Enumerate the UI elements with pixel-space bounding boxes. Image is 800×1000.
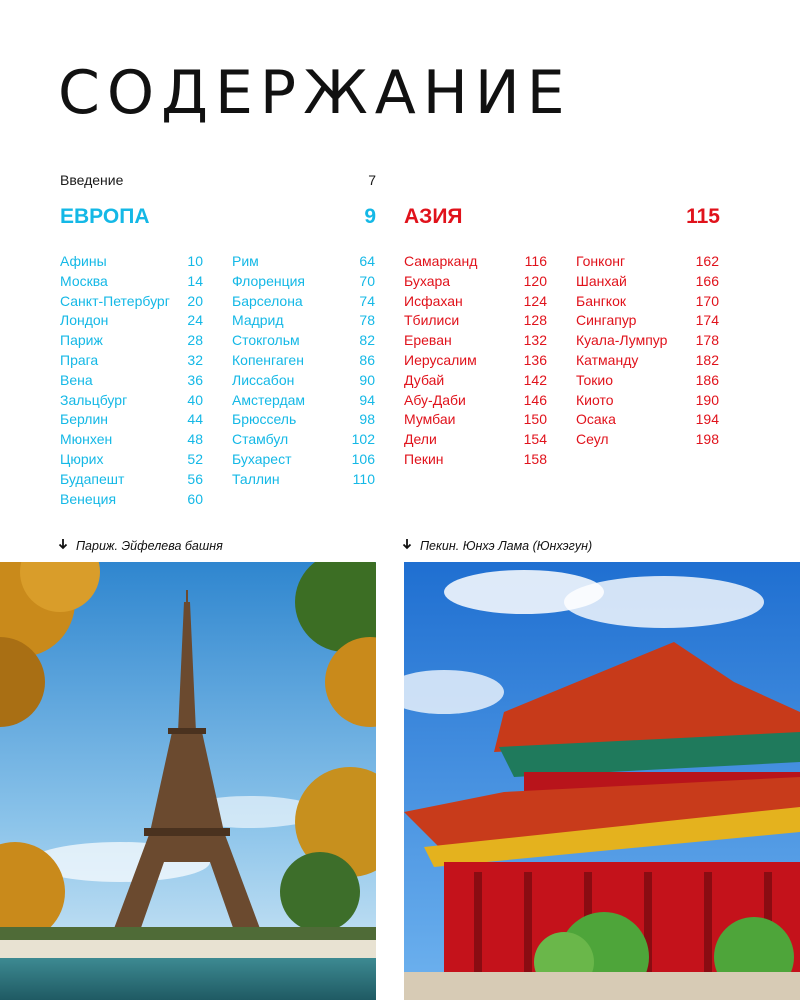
toc-entry-page: 116	[524, 253, 547, 269]
section-europe-heading[interactable]	[60, 205, 376, 235]
toc-entry-name: Рим	[232, 253, 259, 269]
toc-entry-page: 44	[187, 411, 203, 428]
toc-entry-name: Санкт-Петербург	[60, 292, 170, 309]
europe-column-2	[232, 252, 375, 490]
asia-column-1	[404, 252, 547, 470]
toc-entry-page: 128	[523, 312, 547, 329]
toc-entry-page: 64	[359, 253, 375, 269]
toc-entry-page: 178	[695, 332, 719, 349]
toc-entry-name: Флоренция	[232, 272, 306, 289]
toc-entry-name: Берлин	[60, 411, 109, 428]
europe-toc-item[interactable]	[232, 272, 375, 292]
toc-entry-page: 162	[695, 253, 719, 269]
asia-toc-item[interactable]	[404, 410, 547, 430]
toc-entry-page: 102	[351, 431, 375, 448]
toc-entry-name: Дубай	[404, 371, 445, 388]
asia-toc-item[interactable]	[404, 292, 547, 312]
toc-entry-page: 86	[359, 351, 375, 368]
asia-toc-item[interactable]	[404, 450, 547, 470]
intro-page: 7	[368, 172, 376, 188]
toc-entry-page: 174	[695, 312, 719, 329]
toc-entry-name: Бухарест	[232, 450, 292, 467]
europe-toc-item[interactable]	[60, 490, 203, 510]
toc-entry-page: 98	[359, 411, 375, 428]
toc-entry-page: 158	[523, 450, 547, 467]
europe-toc-item[interactable]	[232, 410, 375, 430]
toc-entry-name: Париж	[60, 332, 103, 349]
europe-toc-item[interactable]	[232, 450, 375, 470]
toc-entry-name: Самарканд	[404, 253, 478, 269]
toc-entry-name: Вена	[60, 371, 93, 388]
europe-title: ЕВРОПА	[60, 205, 150, 228]
europe-toc-item[interactable]	[232, 391, 375, 411]
toc-entry-name: Стокгольм	[232, 332, 300, 349]
europe-toc-item[interactable]	[60, 470, 203, 490]
toc-entry-page: 194	[695, 411, 719, 428]
toc-entry-page: 74	[359, 292, 375, 309]
toc-entry-page: 28	[187, 332, 203, 349]
asia-toc-item[interactable]	[576, 311, 719, 331]
europe-toc-item[interactable]	[60, 292, 203, 312]
asia-toc-item[interactable]	[404, 252, 547, 272]
toc-entry-name: Абу-Даби	[404, 391, 466, 408]
toc-entry-name: Гонконг	[576, 253, 626, 269]
toc-entry-name: Киото	[576, 391, 614, 408]
asia-column-2	[576, 252, 719, 450]
toc-entry-name: Лондон	[60, 312, 109, 329]
asia-toc-item[interactable]	[576, 371, 719, 391]
toc-entry-page: 60	[187, 490, 203, 507]
section-asia-heading[interactable]	[404, 205, 720, 235]
toc-entry-page: 56	[187, 470, 203, 487]
asia-toc-item[interactable]	[576, 351, 719, 371]
toc-entry-name: Таллин	[232, 470, 280, 487]
toc-entry-page: 90	[359, 371, 375, 388]
asia-toc-item[interactable]	[404, 391, 547, 411]
toc-entry-page: 82	[359, 332, 375, 349]
toc-entry-name: Москва	[60, 272, 108, 289]
toc-entry-name: Сингапур	[576, 312, 637, 329]
toc-entry-page: 78	[359, 312, 375, 329]
toc-entry-name: Исфахан	[404, 292, 463, 309]
toc-entry-page: 94	[359, 391, 375, 408]
toc-entry-name: Дели	[404, 431, 437, 448]
asia-toc-item[interactable]	[404, 331, 547, 351]
toc-entry-page: 24	[187, 312, 203, 329]
toc-entry-page: 48	[187, 431, 203, 448]
europe-toc-item[interactable]	[60, 351, 203, 371]
toc-entry-page: 198	[695, 431, 719, 448]
toc-entry-name: Иерусалим	[404, 351, 477, 368]
asia-toc-item[interactable]	[576, 272, 719, 292]
toc-entry-page: 106	[351, 450, 375, 467]
toc-entry-page: 170	[695, 292, 719, 309]
toc-entry-name: Ереван	[404, 332, 452, 349]
toc-entry-name: Барселона	[232, 292, 303, 309]
toc-entry-page: 166	[695, 272, 719, 289]
toc-entry-name: Амстердам	[232, 391, 306, 408]
toc-entry-name: Мадрид	[232, 312, 284, 329]
toc-entry-page: 182	[695, 351, 719, 368]
europe-toc-item[interactable]	[232, 252, 375, 272]
toc-entry-page: 14	[187, 272, 203, 289]
europe-toc-item[interactable]	[60, 272, 203, 292]
europe-toc-item[interactable]	[60, 450, 203, 470]
toc-entry-name: Тбилиси	[404, 312, 460, 329]
asia-toc-item[interactable]	[576, 292, 719, 312]
toc-entry-name: Осака	[576, 411, 616, 428]
toc-entry-name: Прага	[60, 351, 99, 368]
toc-entry-name: Цюрих	[60, 450, 104, 467]
europe-toc-item[interactable]	[232, 331, 375, 351]
toc-entry-name: Пекин	[404, 450, 444, 467]
toc-entry-page: 142	[523, 371, 547, 388]
toc-entry-name: Копенгаген	[232, 351, 304, 368]
toc-entry-page: 10	[187, 253, 203, 269]
europe-page: 9	[364, 205, 376, 228]
europe-column-1	[60, 252, 203, 509]
toc-entry-page: 136	[523, 351, 547, 368]
photo-eiffel-tower	[0, 562, 376, 1000]
toc-entry-page: 132	[523, 332, 547, 349]
europe-toc-item[interactable]	[60, 311, 203, 331]
toc-entry-page: 20	[187, 292, 203, 309]
toc-entry-page: 110	[352, 470, 375, 487]
toc-entry-page: 124	[523, 292, 547, 309]
toc-intro-row[interactable]	[60, 172, 376, 192]
caption-beijing-text: Пекин. Юнхэ Лама (Юнхэгун)	[420, 539, 593, 553]
europe-toc-item[interactable]	[232, 351, 375, 371]
asia-toc-item[interactable]	[404, 351, 547, 371]
page-title: СОДЕРЖАНИЕ	[58, 58, 572, 128]
toc-entry-page: 36	[187, 371, 203, 388]
toc-entry-name: Лиссабон	[232, 371, 295, 388]
toc-entry-name: Куала-Лумпур	[576, 332, 668, 349]
toc-entry-name: Афины	[60, 253, 107, 269]
caption-paris-text: Париж. Эйфелева башня	[76, 539, 223, 553]
toc-entry-page: 150	[523, 411, 547, 428]
photo-yonghe-temple	[404, 562, 800, 1000]
toc-entry-name: Катманду	[576, 351, 639, 368]
arrow-down-icon	[402, 538, 412, 553]
caption-paris	[58, 538, 223, 553]
toc-entry-name: Мюнхен	[60, 431, 113, 448]
europe-toc-item[interactable]	[60, 410, 203, 430]
europe-toc-item[interactable]	[232, 292, 375, 312]
toc-entry-page: 190	[695, 391, 719, 408]
toc-entry-page: 120	[523, 272, 547, 289]
europe-toc-item[interactable]	[60, 331, 203, 351]
asia-toc-item[interactable]	[576, 410, 719, 430]
toc-entry-page: 40	[187, 391, 203, 408]
asia-toc-item[interactable]	[404, 371, 547, 391]
asia-title: АЗИЯ	[404, 205, 463, 228]
europe-toc-item[interactable]	[232, 470, 375, 490]
toc-entry-name: Шанхай	[576, 272, 627, 289]
europe-toc-item[interactable]	[60, 391, 203, 411]
asia-toc-item[interactable]	[576, 331, 719, 351]
europe-toc-item[interactable]	[60, 252, 203, 272]
toc-entry-page: 154	[523, 431, 547, 448]
toc-entry-name: Сеул	[576, 431, 609, 448]
toc-entry-name: Бангкок	[576, 292, 627, 309]
toc-entry-name: Бухара	[404, 272, 451, 289]
europe-toc-item[interactable]	[232, 371, 375, 391]
asia-toc-item[interactable]	[404, 272, 547, 292]
toc-entry-name: Брюссель	[232, 411, 297, 428]
caption-beijing	[402, 538, 592, 553]
asia-toc-item[interactable]	[576, 391, 719, 411]
toc-entry-name: Мумбаи	[404, 411, 456, 428]
toc-entry-page: 52	[187, 450, 203, 467]
asia-toc-item[interactable]	[576, 430, 719, 450]
toc-entry-page: 32	[187, 351, 203, 368]
asia-toc-item[interactable]	[576, 252, 719, 272]
toc-entry-name: Венеция	[60, 490, 117, 507]
toc-entry-name: Стамбул	[232, 431, 289, 448]
toc-entry-name: Токио	[576, 371, 613, 388]
toc-entry-page: 146	[523, 391, 547, 408]
toc-entry-name: Зальцбург	[60, 391, 128, 408]
asia-toc-item[interactable]	[404, 430, 547, 450]
asia-page: 115	[686, 205, 720, 228]
toc-entry-page: 70	[359, 272, 375, 289]
europe-toc-item[interactable]	[60, 430, 203, 450]
toc-entry-page: 186	[695, 371, 719, 388]
europe-toc-item[interactable]	[232, 430, 375, 450]
arrow-down-icon	[58, 538, 68, 553]
europe-toc-item[interactable]	[232, 311, 375, 331]
asia-toc-item[interactable]	[404, 311, 547, 331]
europe-toc-item[interactable]	[60, 371, 203, 391]
intro-label: Введение	[60, 172, 124, 188]
toc-entry-name: Будапешт	[60, 470, 125, 487]
